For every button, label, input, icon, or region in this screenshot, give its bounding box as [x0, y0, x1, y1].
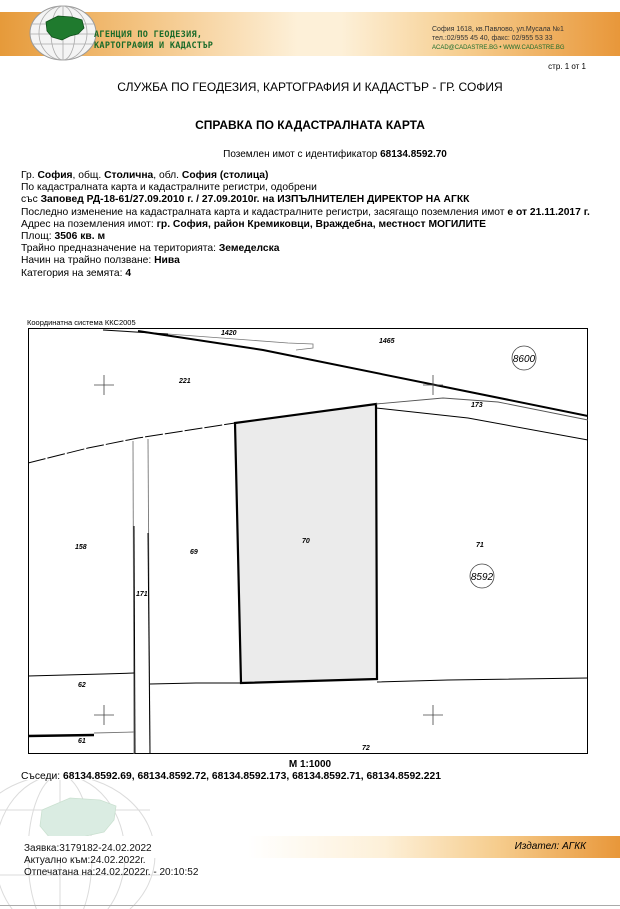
category-label: Категория на земята:	[21, 267, 123, 279]
purpose-value: Земеделска	[218, 243, 280, 255]
area-line	[21, 231, 611, 243]
parcel-158[interactable]: 158	[75, 544, 87, 551]
region: София (столица)	[181, 170, 269, 181]
category-value: 4	[125, 267, 132, 279]
address-label: Адрес на поземления имот:	[21, 218, 154, 230]
identifier-label: Поземлен имот с идентификатор	[223, 149, 378, 160]
purpose-line	[21, 243, 611, 255]
printed-on: Отпечатана на:24.02.2022г. - 20:10:52	[24, 866, 199, 878]
parcel-71[interactable]: 71	[476, 542, 484, 549]
bottom-divider	[0, 905, 620, 906]
order-prefix: със	[21, 194, 38, 206]
parcel-1420[interactable]: 1420	[221, 330, 237, 337]
cadastral-map[interactable]	[28, 328, 588, 754]
municipality: Столична	[104, 170, 154, 181]
area-value: 3506 кв. м	[54, 231, 106, 243]
usage-label: Начин на трайно ползване:	[21, 255, 152, 267]
map-scale: М 1:1000	[288, 759, 332, 770]
location-line	[21, 170, 611, 182]
page-number: стр. 1 от 1	[548, 62, 586, 71]
parcel-62[interactable]: 62	[78, 682, 86, 689]
agency-name-line1: АГЕНЦИЯ ПО ГЕОДЕЗИЯ,	[94, 30, 203, 40]
actual-as-of: Актуално към:24.02.2022г.	[24, 854, 146, 866]
address-value: гр. София, район Кремиковци, Враждебна, местност МОГИЛИТЕ	[156, 218, 487, 230]
parcel-173[interactable]: 173	[471, 402, 483, 409]
request-number: Заявка:3179182-24.02.2022	[24, 843, 152, 854]
parcel-1465[interactable]: 1465	[379, 338, 395, 345]
identifier-value: 68134.8592.70	[380, 149, 447, 160]
contact-phone-fax: тел.:02/955 45 40, факс: 02/955 53 33	[432, 34, 553, 42]
coordinate-system-label: Координатна система ККС2005	[27, 318, 136, 327]
agency-name	[94, 30, 213, 52]
parcel-identifier	[0, 149, 620, 160]
area-label: Площ:	[21, 231, 52, 243]
order-line	[21, 194, 611, 206]
zone-8600: 8600	[512, 354, 536, 365]
parcel-61[interactable]: 61	[78, 738, 86, 745]
parcel-171[interactable]: 171	[136, 591, 148, 598]
parcel-221[interactable]: 221	[179, 378, 191, 385]
neighbors-values: 68134.8592.69, 68134.8592.72, 68134.8592.173, 68134.8592.71, 68134.8592.221	[63, 771, 441, 782]
agency-name-line2: КАРТОГРАФИЯ И КАДАСТЪР	[94, 41, 214, 51]
region-prefix: , обл.	[153, 170, 180, 181]
address-line	[21, 219, 611, 231]
last-change-line	[21, 207, 611, 219]
document-title: СПРАВКА ПО КАДАСТРАЛНАТА КАРТА	[195, 118, 425, 132]
city-prefix: Гр.	[21, 170, 35, 181]
zone-8592: 8592	[470, 572, 494, 583]
agency-logo-icon	[28, 4, 98, 62]
contact-block	[432, 26, 565, 53]
parcel-72[interactable]: 72	[362, 745, 370, 752]
service-title: СЛУЖБА ПО ГЕОДЕЗИЯ, КАРТОГРАФИЯ И КАДАСТЪР - ГР. СОФИЯ	[117, 80, 503, 94]
last-change-label: Последно изменение на кадастралната карта и кадастралните регистри, засягащо поземления имот	[21, 206, 505, 218]
order-value: Заповед РД-18-61/27.09.2010 г. / 27.09.2010г. на ИЗПЪЛНИТЕЛЕН ДИРЕКТОР НА АГКК	[40, 194, 470, 206]
publisher: Издател: АГКК	[514, 841, 586, 852]
usage-value: Нива	[154, 255, 180, 267]
purpose-label: Трайно предназначение на територията:	[21, 243, 216, 255]
parcel-69[interactable]: 69	[190, 549, 198, 556]
approved-line: По кадастралната карта и кадастралните регистри, одобрени	[21, 182, 317, 194]
parcel-info	[21, 170, 611, 280]
usage-line	[21, 255, 611, 267]
contact-address: София 1618, кв.Павлово, ул.Мусала №1	[432, 26, 564, 33]
last-change-value: е от 21.11.2017 г.	[507, 206, 590, 218]
category-line	[21, 268, 611, 280]
contact-web[interactable]: ACAD@CADASTRE.BG • WWW.CADASTRE.BG	[432, 45, 565, 52]
parcel-70[interactable]: 70	[302, 538, 310, 545]
municipality-prefix: , общ.	[72, 170, 102, 181]
footer-meta	[24, 843, 198, 878]
city: София	[37, 170, 73, 181]
neighbors-label: Съседи:	[21, 771, 61, 782]
